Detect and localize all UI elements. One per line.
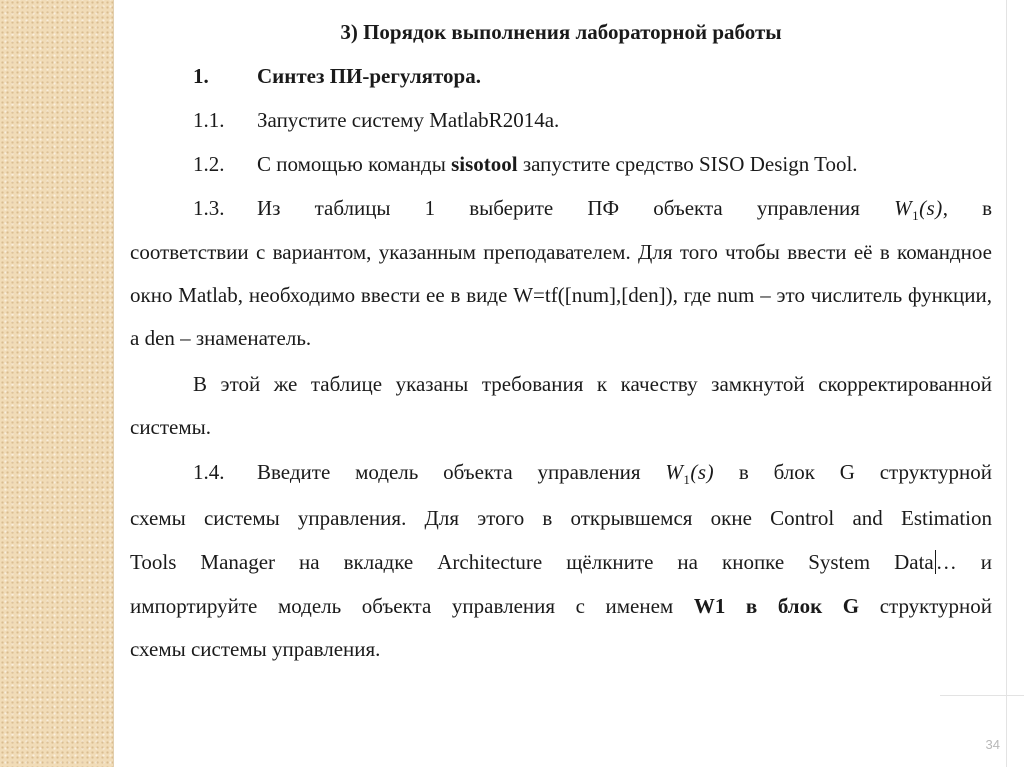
section-title: Синтез ПИ-регулятора. <box>257 64 481 88</box>
step-number: 1.4. <box>193 460 225 484</box>
line-text-part: структурной <box>859 594 992 618</box>
step-1-3-continuation: соответствии с вариантом, указанным преподавателем. Для того чтобы ввести её в командное окно Matlab, необходимо ввести ее в виде W=tf([num],[den]), где num – это числитель функции, а den – знаменатель. <box>130 240 992 350</box>
right-frame-line <box>1006 0 1007 767</box>
step-text <box>257 148 858 180</box>
step-number: 1.1. <box>193 108 225 132</box>
line-text-part: Tools Manager на вкладке Architecture щёлкните на кнопке System Data <box>130 550 934 574</box>
decorative-side-strip <box>0 0 113 767</box>
page-number: 34 <box>985 737 1000 752</box>
line-text-part: импортируйте модель объекта управления с именем <box>130 594 694 618</box>
step-number: 1.3. <box>193 196 225 220</box>
step-text-part: Из таблицы 1 выберите ПФ объекта управления <box>257 196 860 220</box>
step-text: Запустите систему MatlabR2014a. <box>257 108 560 132</box>
page-title: 3) Порядок выполнения лабораторной работы <box>340 20 782 44</box>
line-text-part: … и <box>935 550 993 574</box>
step-1-4-line-2: схемы системы управления. Для этого в открывшемся окне Control and Estimation <box>130 506 992 530</box>
step-text <box>257 192 992 232</box>
formula-subscript: 1 <box>683 472 691 488</box>
step-text <box>257 456 992 496</box>
formula-subscript: 1 <box>912 208 920 224</box>
step-text-part: в блок G структурной <box>738 460 993 484</box>
bottom-frame-line <box>940 695 1024 696</box>
model-name-bold: W1 в блок G <box>693 594 860 618</box>
step-1-4-line-4 <box>130 590 992 622</box>
strip-edge <box>113 0 114 767</box>
requirements-paragraph: В этой же таблице указаны требования к качеству замкнутой скорректированной системы. <box>130 372 992 439</box>
step-1-4-line-3 <box>130 546 992 578</box>
formula-argument: (s) <box>690 460 715 484</box>
step-text-part: Введите модель объекта управления <box>257 460 641 484</box>
transfer-function-formula <box>665 460 715 488</box>
formula-letter: W <box>894 196 913 220</box>
step-1-4-line-5: схемы системы управления. <box>130 637 381 661</box>
transfer-function-formula <box>894 196 943 224</box>
formula-letter: W <box>665 460 684 484</box>
section-number: 1. <box>193 64 209 88</box>
step-number: 1.2. <box>193 152 225 176</box>
step-text-part: , в <box>942 196 993 220</box>
formula-argument: (s) <box>919 196 943 220</box>
command-name: sisotool <box>451 152 518 176</box>
step-text-part: запустите средство SISO Design Tool. <box>517 152 858 176</box>
step-text-part: С помощью команды <box>257 152 452 176</box>
